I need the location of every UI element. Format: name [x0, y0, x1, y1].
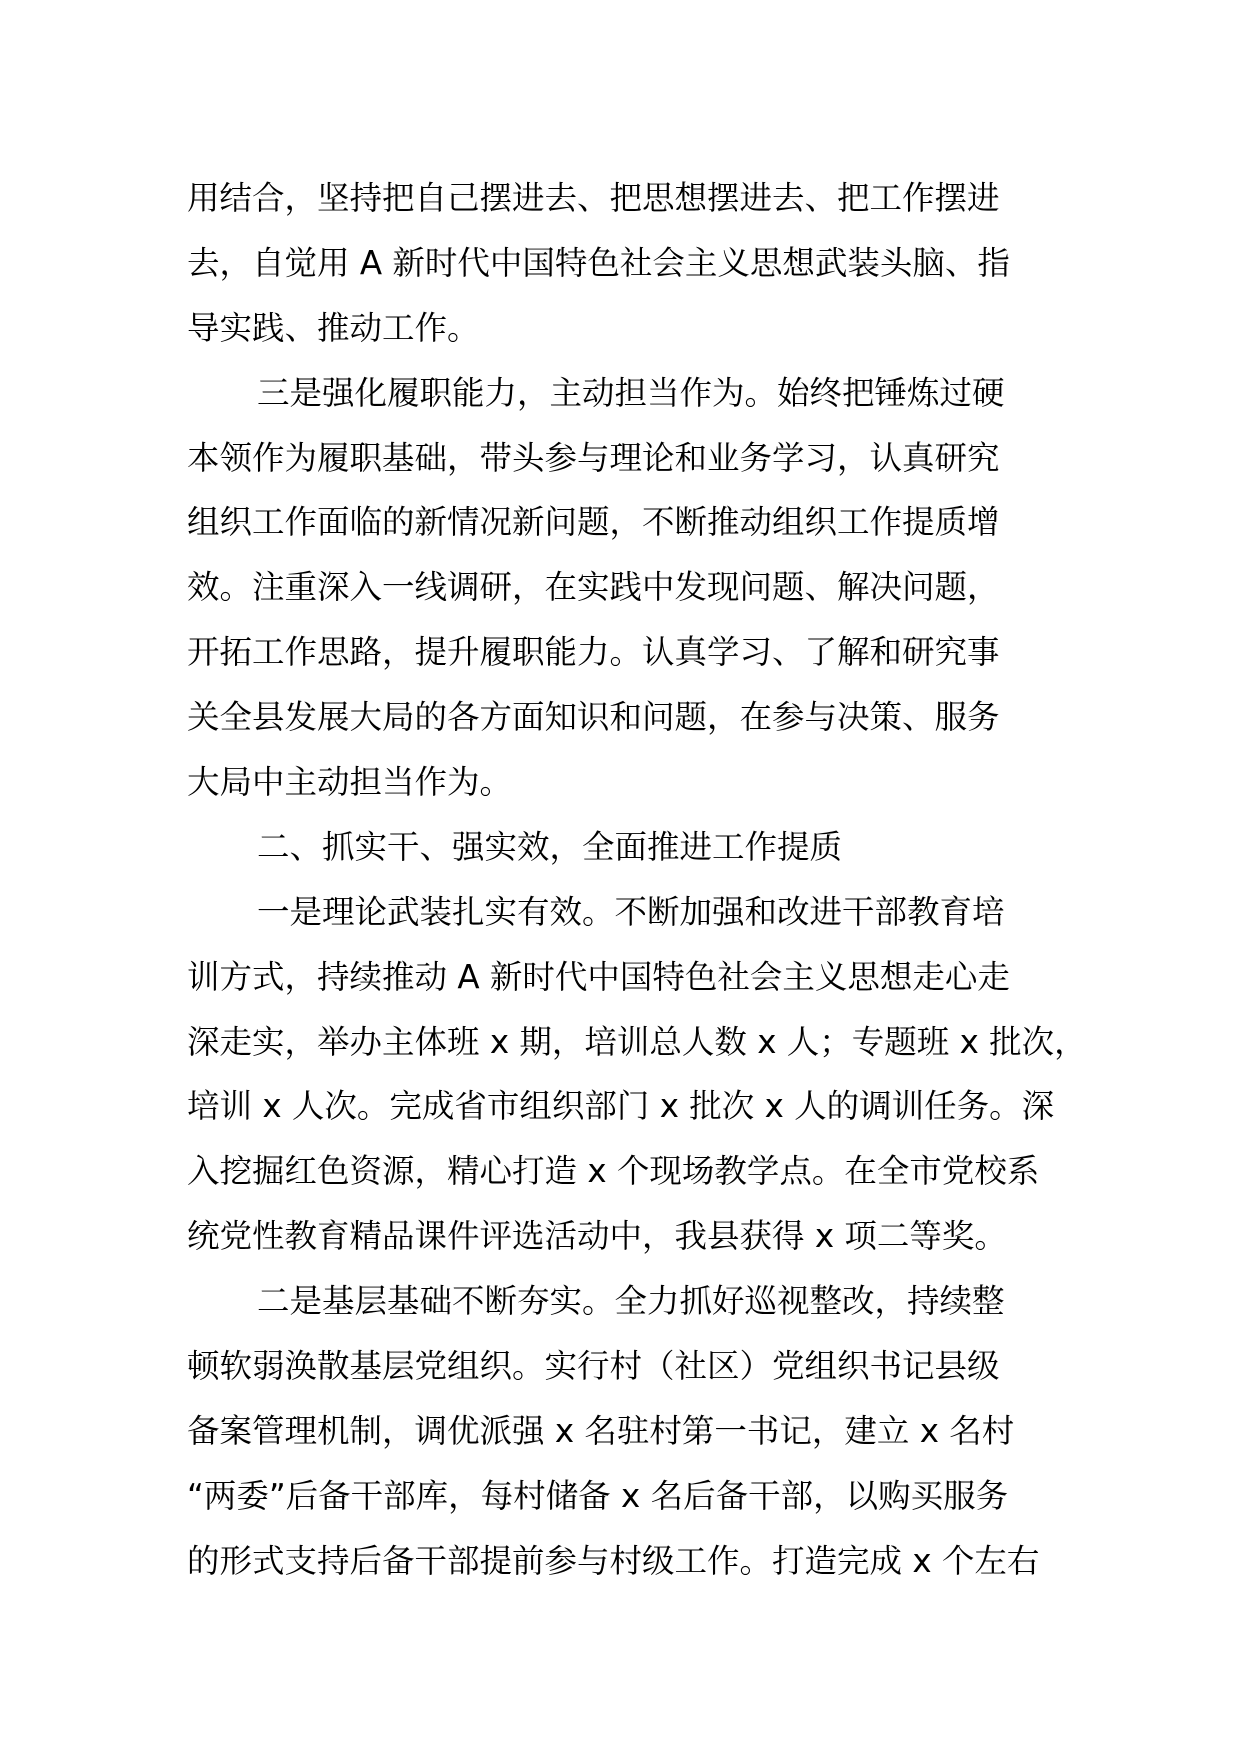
- text-line: 本领作为履职基础，带头参与理论和业务学习，认真研究: [187, 438, 1000, 477]
- text-line: 组织工作面临的新情况新问题，不断推动组织工作提质增: [187, 503, 1000, 542]
- text-line: 导实践、推动工作。: [187, 308, 480, 347]
- text-line: 统党性教育精品课件评选活动中，我县获得 x 项二等奖。: [187, 1217, 1007, 1256]
- paragraph-first-line: 一是理论武装扎实有效。不断加强和改进干部教育培: [257, 892, 1005, 931]
- body-text: [187, 166, 1087, 1594]
- paragraph-first-line: 三是强化履职能力，主动担当作为。始终把锤炼过硬: [257, 373, 1005, 412]
- text-line: 关全县发展大局的各方面知识和问题，在参与决策、服务: [187, 698, 1000, 737]
- text-line: “两委”后备干部库，每村储备 x 名后备干部，以购买服务: [187, 1476, 1009, 1515]
- text-line: 顿软弱涣散基层党组织。实行村（社区）党组织书记县级: [187, 1347, 1000, 1386]
- text-line: 训方式，持续推动 A 新时代中国特色社会主义思想走心走: [187, 957, 1010, 996]
- text-line: 效。注重深入一线调研，在实践中发现问题、解决问题，: [187, 568, 1000, 607]
- text-line: 入挖掘红色资源，精心打造 x 个现场教学点。在全市党校系: [187, 1152, 1040, 1191]
- section-heading: 二、抓实干、强实效，全面推进工作提质: [257, 827, 843, 866]
- text-line: 培训 x 人次。完成省市组织部门 x 批次 x 人的调训任务。深: [187, 1087, 1055, 1126]
- text-line: 开拓工作思路，提升履职能力。认真学习、了解和研究事: [187, 633, 1000, 672]
- text-line: 去，自觉用 A 新时代中国特色社会主义思想武装头脑、指: [187, 243, 1010, 282]
- paragraph-first-line: 二是基层基础不断夯实。全力抓好巡视整改，持续整: [257, 1282, 1005, 1321]
- text-line: 的形式支持后备干部提前参与村级工作。打造完成 x 个左右: [187, 1541, 1040, 1580]
- text-line: 深走实，举办主体班 x 期，培训总人数 x 人；专题班 x 批次，: [187, 1022, 1087, 1061]
- text-line: 备案管理机制，调优派强 x 名驻村第一书记，建立 x 名村: [187, 1411, 1015, 1450]
- text-line: 用结合，坚持把自己摆进去、把思想摆进去、把工作摆进: [187, 179, 1000, 217]
- text-line: 大局中主动担当作为。: [187, 763, 513, 802]
